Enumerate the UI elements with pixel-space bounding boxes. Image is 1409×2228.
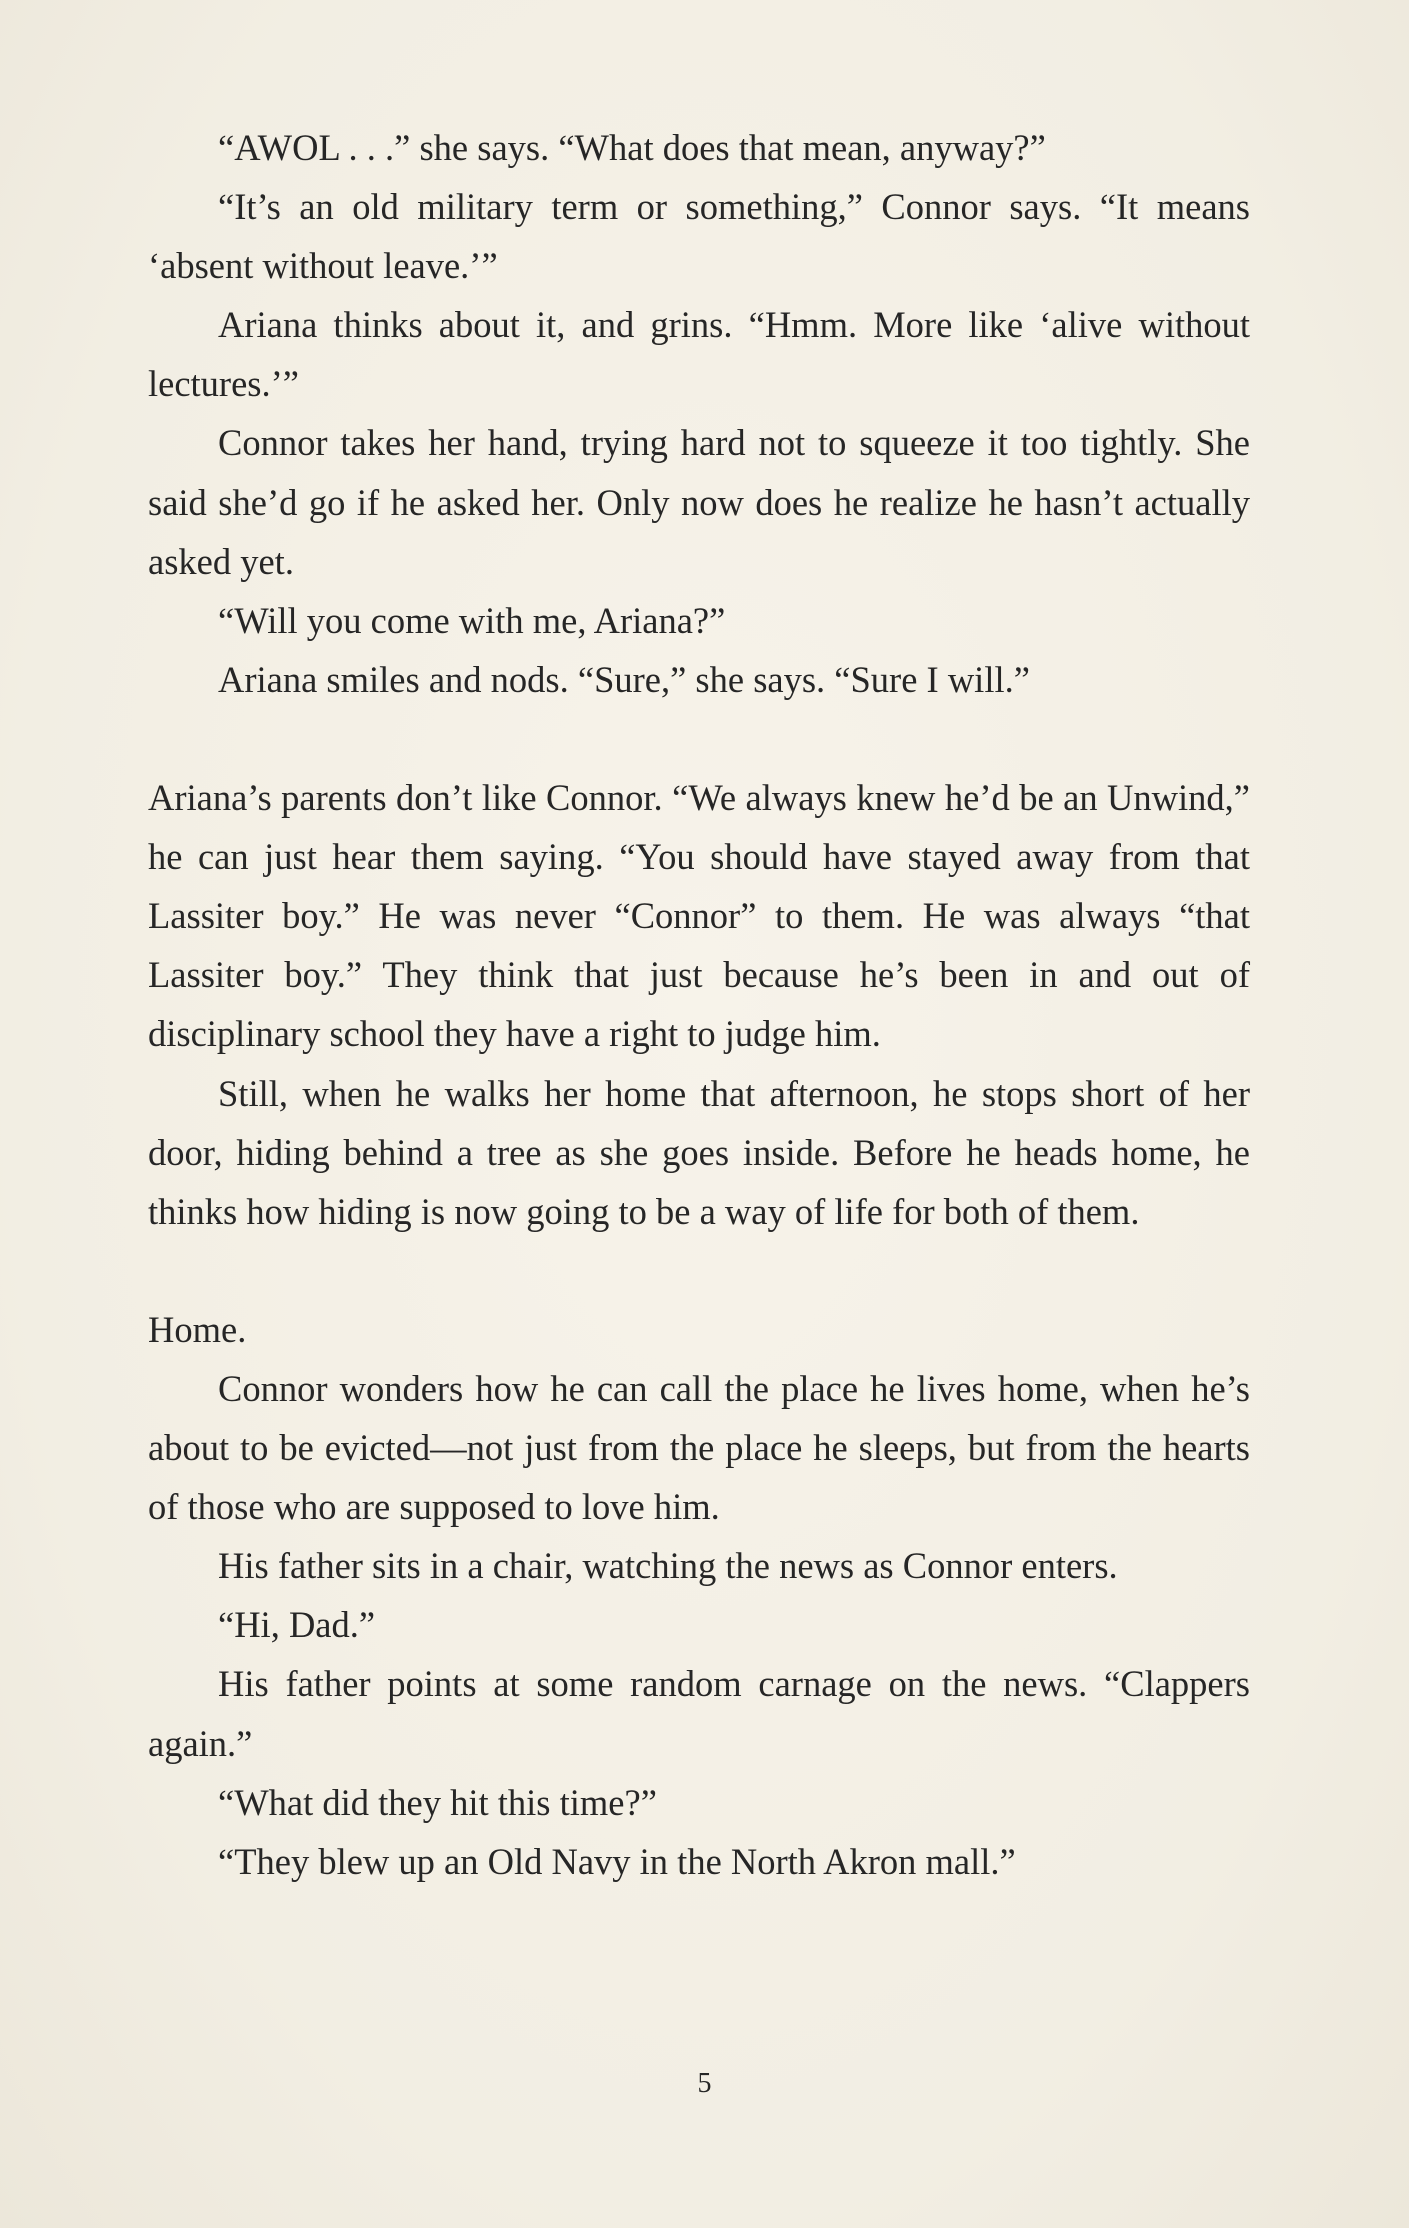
paragraph: “Hi, Dad.”: [218, 1604, 376, 1646]
paragraph: Home.: [148, 1308, 247, 1350]
paragraph: “AWOL . . .” she says. “What does that mean, anyway?”: [218, 127, 1046, 168]
paragraph: “What did they hit this time?”: [218, 1781, 657, 1823]
paragraph: Ariana’s parents don’t like Connor. “We always knew he’d be an Unwind,” he can just hear them saying. “You should have stayed away from that Lassiter boy.” He was never “Connor” to them. He was always “that Lassiter boy.” They think that just because he’s been in and out of disciplinary school they have a right to judge him.: [148, 777, 1250, 1055]
paragraph: His father sits in a chair, watching the news as Connor enters.: [218, 1545, 1118, 1587]
body-text: [148, 118, 1250, 1891]
paragraph: Connor takes her hand, trying hard not to squeeze it too tightly. She said she’d go if he asked her. Only now does he realize he hasn’t actually asked yet.: [148, 422, 1250, 582]
page-number: 5: [697, 2068, 712, 2099]
paragraph: Ariana smiles and nods. “Sure,” she says. “Sure I will.”: [218, 658, 1030, 700]
paragraph: Ariana thinks about it, and grins. “Hmm. More like ‘alive without lectures.’”: [148, 304, 1250, 405]
section-break: [148, 1241, 1250, 1300]
paragraph: His father points at some random carnage on the news. “Clappers again.”: [148, 1663, 1250, 1764]
paragraph: “They blew up an Old Navy in the North Akron mall.”: [218, 1840, 1016, 1882]
paragraph: “It’s an old military term or something,” Connor says. “It means ‘absent without leave.’”: [148, 186, 1250, 287]
paragraph: Still, when he walks her home that afternoon, he stops short of her door, hiding behind a tree as she goes inside. Before he heads home, he thinks how hiding is now going to be a way of life for both of them.: [148, 1072, 1250, 1232]
paragraph: Connor wonders how he can call the place he lives home, when he’s about to be evicted—not just from the place he sleeps, but from the hearts of those who are supposed to love him.: [148, 1367, 1250, 1528]
paragraph: “Will you come with me, Ariana?”: [218, 599, 726, 641]
section-break: [148, 709, 1250, 768]
